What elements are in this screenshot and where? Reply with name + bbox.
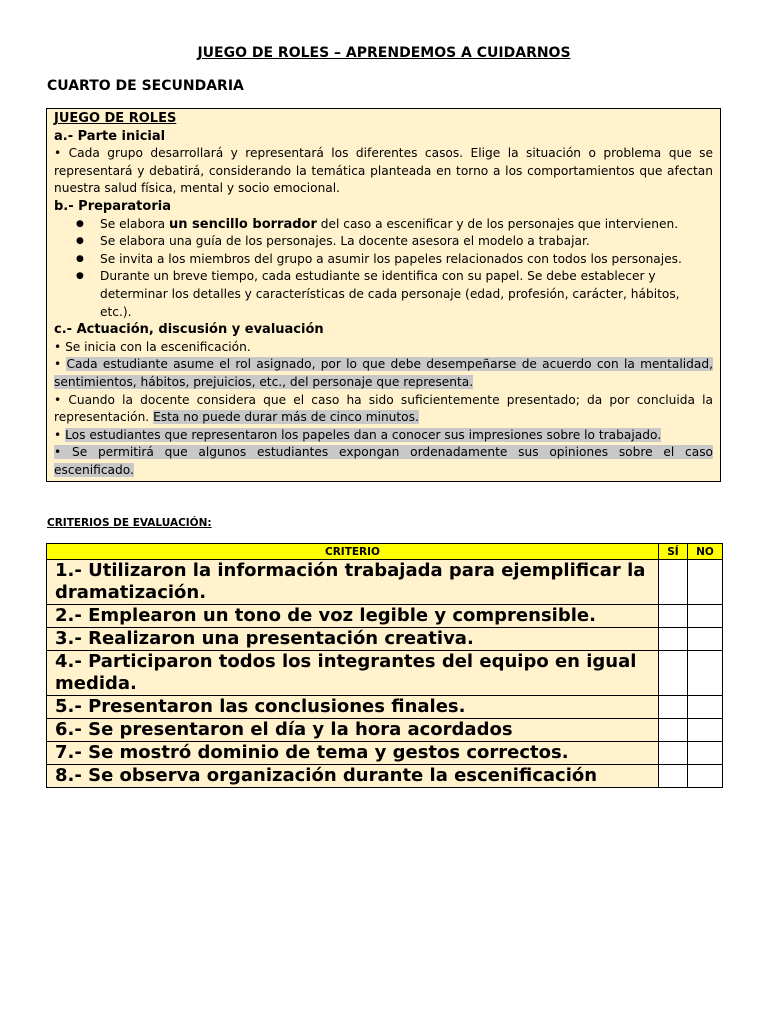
table-row xyxy=(47,651,723,696)
list-item: ● Se elabora una guía de los personajes. La docente asesora el modelo a trabajar. xyxy=(100,233,713,251)
table-row xyxy=(47,628,723,651)
criterion-text: 8.- Se observa organización durante la escenificación xyxy=(47,765,659,788)
criterion-text: 1.- Utilizaron la información trabajada para ejemplificar la dramatización. xyxy=(47,560,659,605)
document-title: JUEGO DE ROLES – APRENDEMOS A CUIDARNOS xyxy=(197,45,571,61)
si-cell[interactable] xyxy=(659,560,688,605)
si-cell[interactable] xyxy=(659,628,688,651)
si-header: SÍ xyxy=(659,544,688,560)
paragraph-text: • Cuando la docente considera que el caso ha sido suficientemente presentado; da por concluida la representación. xyxy=(54,392,713,425)
criterion-text: 6.- Se presentaron el día y la hora acordados xyxy=(47,719,659,742)
criterion-text: 5.- Presentaron las conclusiones finales. xyxy=(47,696,659,719)
highlighted-text: Esta no puede durar más de cinco minutos. xyxy=(153,410,419,425)
list-item: ● Se invita a los miembros del grupo a asumir los papeles relacionados con todos los personajes. xyxy=(100,251,713,269)
section-a-title: a.- Parte inicial xyxy=(54,128,166,144)
si-cell[interactable] xyxy=(659,651,688,696)
criterion-text: 4.- Participaron todos los integrantes del equipo en igual medida. xyxy=(47,651,659,696)
no-cell[interactable] xyxy=(688,651,723,696)
criteria-header-row xyxy=(47,544,723,560)
bullet: • xyxy=(54,357,67,372)
si-cell[interactable] xyxy=(659,765,688,788)
table-row xyxy=(47,605,723,628)
list-item-bold: un sencillo borrador xyxy=(169,216,317,232)
box-heading: JUEGO DE ROLES xyxy=(54,111,177,126)
document-subtitle: CUARTO DE SECUNDARIA xyxy=(47,78,244,94)
no-cell[interactable] xyxy=(688,742,723,765)
si-cell[interactable] xyxy=(659,696,688,719)
list-item-text: Se elabora xyxy=(100,216,170,231)
section-c-title: c.- Actuación, discusión y evaluación xyxy=(54,322,324,338)
si-cell[interactable] xyxy=(659,605,688,628)
table-row xyxy=(47,560,723,605)
highlighted-text: Cada estudiante asume el rol asignado, por lo que debe desempeñarse de acuerdo con la mentalidad, sentimientos, hábitos, prejuicios, etc., del personaje que representa. xyxy=(54,357,713,389)
no-header: NO xyxy=(688,544,723,560)
bullet: • xyxy=(54,427,66,442)
section-c-paragraph: • Se inicia con la escenificación. xyxy=(54,339,251,354)
list-item xyxy=(100,216,713,234)
criterion-text: 7.- Se mostró dominio de tema y gestos correctos. xyxy=(47,742,659,765)
instructions-box xyxy=(46,108,721,482)
criterion-text: 2.- Emplearon un tono de voz legible y comprensible. xyxy=(47,605,659,628)
no-cell[interactable] xyxy=(688,696,723,719)
section-c-paragraph xyxy=(54,427,713,445)
preparation-list xyxy=(54,216,713,322)
no-cell[interactable] xyxy=(688,605,723,628)
section-c-paragraph xyxy=(54,444,713,479)
si-cell[interactable] xyxy=(659,742,688,765)
highlighted-text: Los estudiantes que representaron los papeles dan a conocer sus impresiones sobre lo trabajado. xyxy=(65,427,662,442)
section-a-text: • Cada grupo desarrollará y representará los diferentes casos. Elige la situación o problema que se representará y debatirá, considerando la temática planteada en torno a los comportamientos que afectan nuestra salud física, mental y socio emocional. xyxy=(54,146,713,196)
highlighted-text: • Se permitirá que algunos estudiantes expongan ordenadamente sus opiniones sobre el caso escenificado. xyxy=(54,445,713,477)
criteria-table xyxy=(46,543,723,788)
section-c-paragraph xyxy=(54,356,713,391)
no-cell[interactable] xyxy=(688,719,723,742)
table-row xyxy=(47,696,723,719)
section-b-title: b.- Preparatoria xyxy=(54,198,171,214)
criterio-header: CRITERIO xyxy=(47,544,659,560)
list-item-text: del caso a escenificar y de los personajes que intervienen. xyxy=(316,216,679,231)
si-cell[interactable] xyxy=(659,719,688,742)
no-cell[interactable] xyxy=(688,628,723,651)
no-cell[interactable] xyxy=(688,765,723,788)
table-row xyxy=(47,742,723,765)
table-row xyxy=(47,719,723,742)
list-item: ● Durante un breve tiempo, cada estudiante se identifica con su papel. Se debe establecer y determinar los detalles y características de cada personaje (edad, profesión, carácter, hábitos, etc.). xyxy=(100,268,713,321)
criteria-title: CRITERIOS DE EVALUACIÓN: xyxy=(47,517,212,529)
criterion-text: 3.- Realizaron una presentación creativa. xyxy=(47,628,659,651)
section-c-paragraph xyxy=(54,392,713,427)
table-row xyxy=(47,765,723,788)
no-cell[interactable] xyxy=(688,560,723,605)
